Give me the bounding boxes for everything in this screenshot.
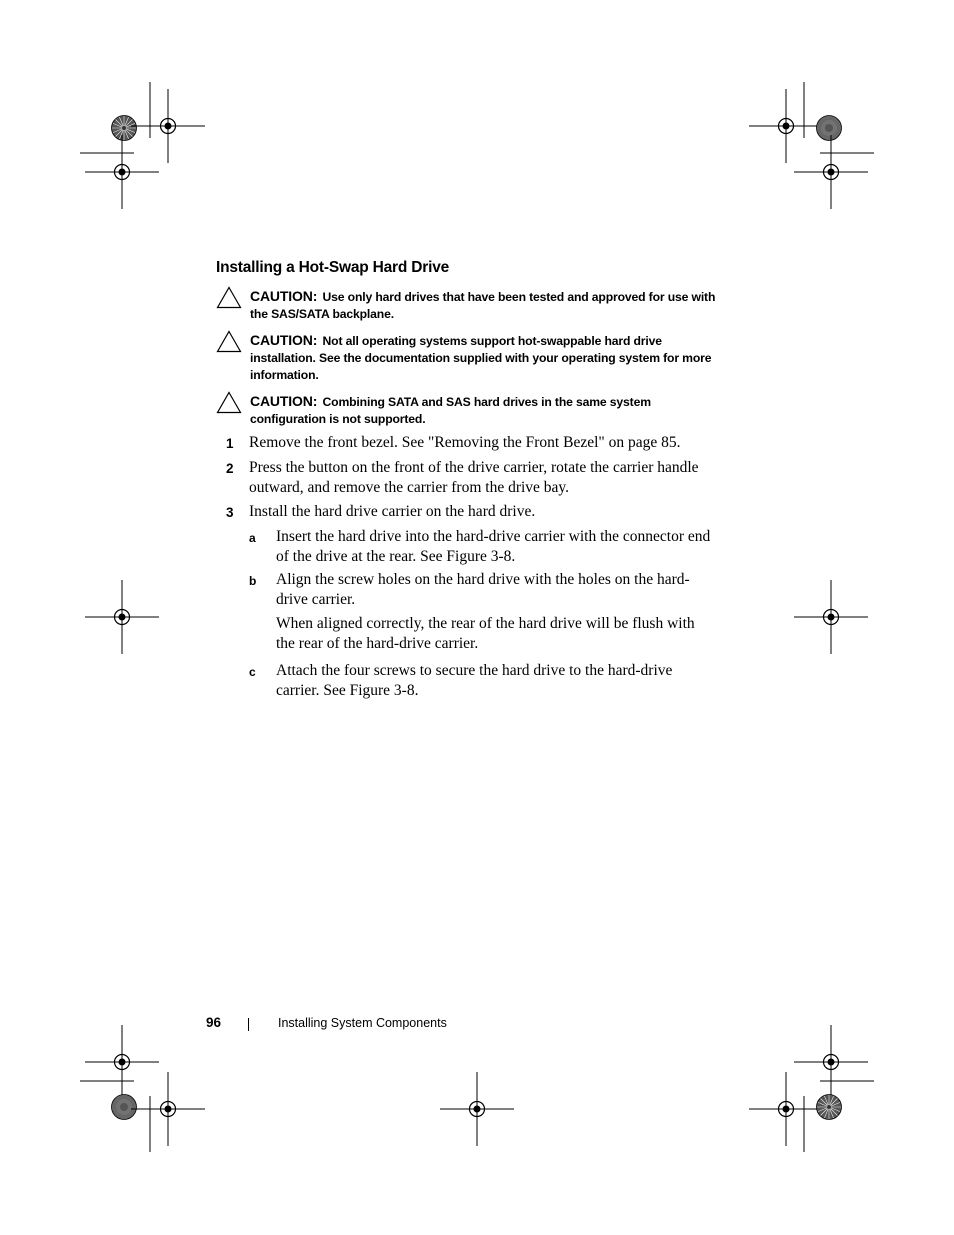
page-number: 96: [206, 1015, 222, 1030]
substep-letter: b: [249, 574, 257, 588]
caution-label: CAUTION:: [250, 288, 318, 304]
caution-icon: [216, 391, 242, 414]
caution-label: CAUTION:: [250, 393, 318, 409]
footer-divider: [248, 1018, 249, 1031]
substep-letter: c: [249, 665, 256, 679]
caution-text: Use only hard drives that have been tested and approved for use with the SAS/SATA backplane.: [250, 290, 716, 321]
substep-text: Align the screw holes on the hard drive with the holes on the hard-drive carrier.: [276, 571, 690, 608]
step-number: 3: [226, 505, 234, 520]
caution-label: CAUTION:: [250, 332, 318, 348]
step-text: Press the button on the front of the drive carrier, rotate the carrier handle outward, and remove the carrier from the drive bay.: [249, 459, 699, 496]
footer-section-title: Installing System Components: [278, 1016, 447, 1030]
substep-text: Insert the hard drive into the hard-drive carrier with the connector end of the drive at the rear. See Figure 3-8.: [276, 528, 711, 565]
step-text: Install the hard drive carrier on the hard drive.: [249, 503, 536, 520]
caution-icon: [216, 286, 242, 309]
step-number: 2: [226, 461, 234, 476]
caution-text: Combining SATA and SAS hard drives in the same system configuration is not supported.: [250, 395, 651, 426]
substep-text: Attach the four screws to secure the hard drive to the hard-drive carrier. See Figure 3-8.: [276, 662, 673, 699]
caution-icon: [216, 330, 242, 353]
substep-letter: a: [249, 531, 256, 545]
section-heading: Installing a Hot-Swap Hard Drive: [216, 259, 450, 276]
caution-text: Not all operating systems support hot-swappable hard drive installation. See the documentation supplied with your operating system for more information.: [250, 334, 712, 382]
step-text: Remove the front bezel. See "Removing the Front Bezel" on page 85.: [249, 434, 681, 451]
step-number: 1: [226, 436, 234, 451]
substep-note-text: When aligned correctly, the rear of the hard drive will be flush with the rear of the hard-drive carrier.: [276, 615, 695, 652]
